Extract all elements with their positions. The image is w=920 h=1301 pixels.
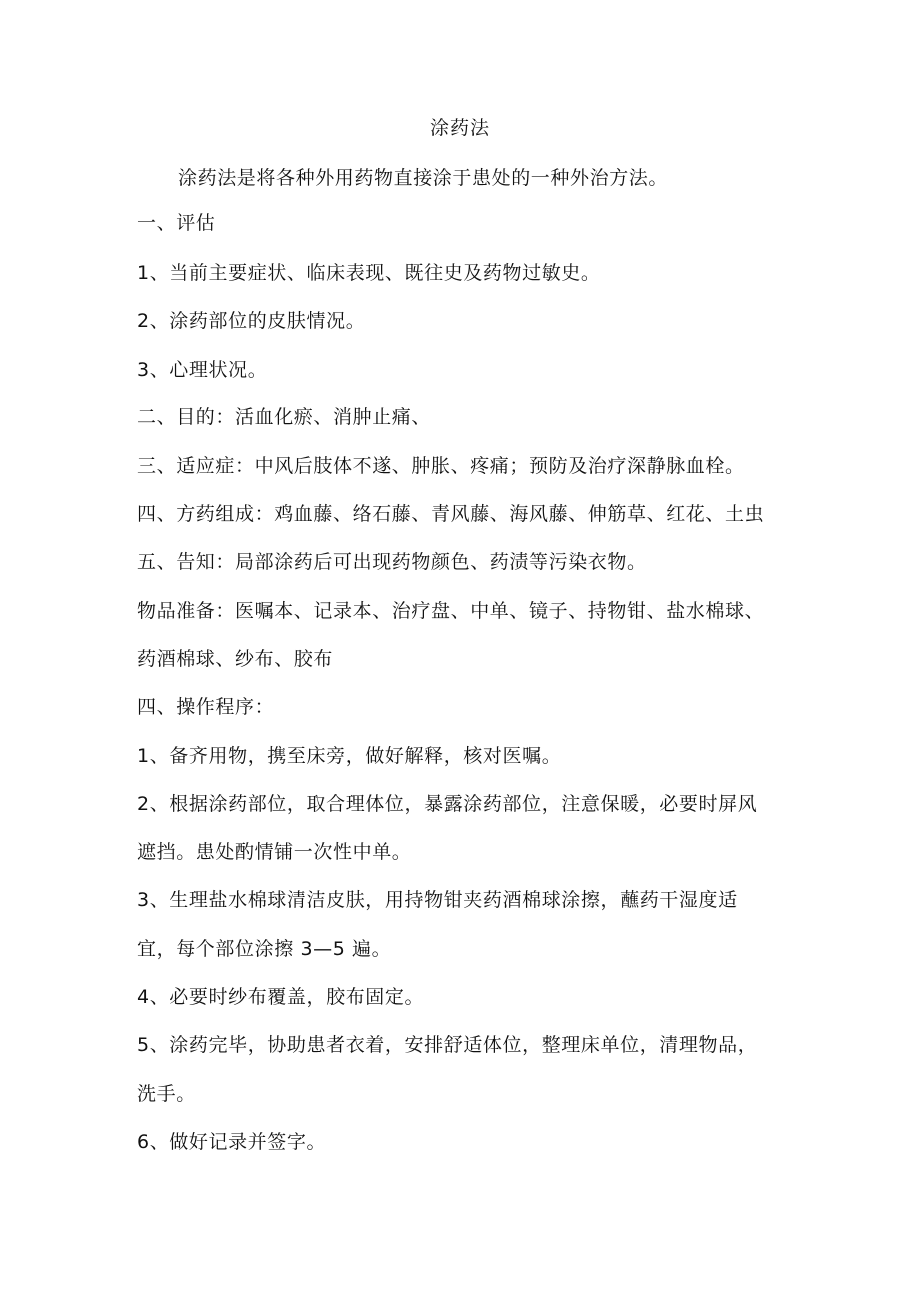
procedure-step-2-line-2: 遮挡。患处酌情铺一次性中单。 xyxy=(137,841,412,863)
procedure-step-5-line-1: 5、涂药完毕，协助患者衣着，安排舒适体位，整理床单位，清理物品， xyxy=(137,1034,758,1056)
procedure-step-4: 4、必要时纱布覆盖，胶布固定。 xyxy=(137,986,425,1008)
supplies-line-2: 药酒棉球、纱布、胶布 xyxy=(137,648,334,670)
section-indications: 三、适应症：中风后肢体不遂、肿胀、疼痛；预防及治疗深静脉血栓。 xyxy=(137,455,745,477)
procedure-step-2-line-1: 2、根据涂药部位，取合理体位，暴露涂药部位，注意保暖，必要时屏风 xyxy=(137,793,758,815)
procedure-step-3-line-2: 宜，每个部位涂擦 3—5 遍。 xyxy=(137,938,392,960)
procedure-step-5-line-2: 洗手。 xyxy=(137,1083,196,1105)
supplies-line-1: 物品准备：医嘱本、记录本、治疗盘、中单、镜子、持物钳、盐水棉球、 xyxy=(137,600,765,622)
section-procedure-heading: 四、操作程序： xyxy=(137,696,275,718)
section-purpose: 二、目的：活血化瘀、消肿止痛、 xyxy=(137,406,432,428)
intro-paragraph: 涂药法是将各种外用药物直接涂于患处的一种外治方法。 xyxy=(178,167,669,189)
procedure-step-1: 1、备齐用物，携至床旁，做好解释，核对医嘱。 xyxy=(137,745,562,767)
procedure-step-3-line-1: 3、生理盐水棉球清洁皮肤，用持物钳夹药酒棉球涂擦，蘸药干湿度适 xyxy=(137,889,738,911)
section-formula: 四、方药组成：鸡血藤、络石藤、青风藤、海风藤、伸筋草、红花、土虫 xyxy=(137,503,765,525)
assessment-item-2: 2、涂药部位的皮肤情况。 xyxy=(137,310,366,332)
section-assessment-heading: 一、评估 xyxy=(137,212,216,234)
section-notice: 五、告知：局部涂药后可出现药物颜色、药渍等污染衣物。 xyxy=(137,551,647,573)
assessment-item-3: 3、心理状况。 xyxy=(137,359,268,381)
procedure-step-6: 6、做好记录并签字。 xyxy=(137,1131,327,1153)
page-title: 涂药法 xyxy=(429,117,490,139)
assessment-item-1: 1、当前主要症状、临床表现、既往史及药物过敏史。 xyxy=(137,262,601,284)
